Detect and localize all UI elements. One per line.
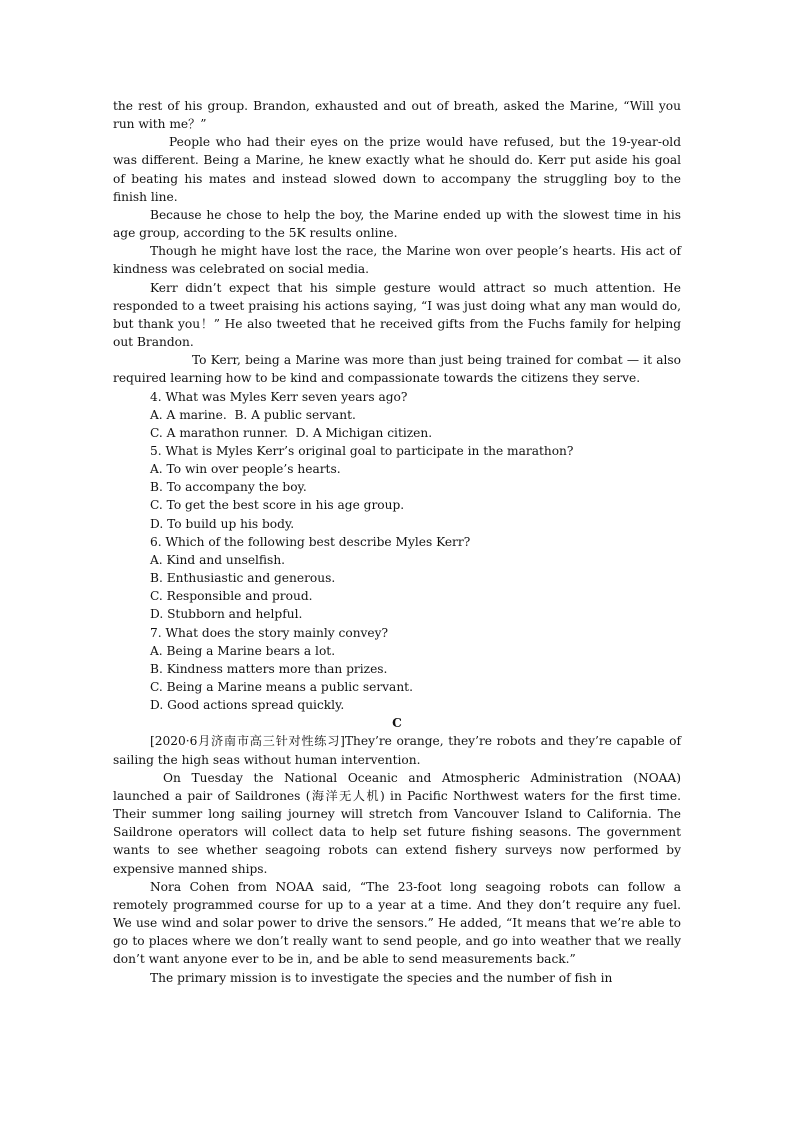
option-line: B. To accompany the boy.: [150, 480, 307, 495]
section-c-intro: [113, 732, 681, 768]
question-stem: 6. Which of the following best describe Myles Kerr?: [150, 534, 471, 549]
option-line: A. To win over people’s hearts.: [150, 462, 341, 477]
option-line: A. Kind and unselfish.: [150, 552, 286, 567]
question-stem: 7. What does the story mainly convey?: [150, 625, 389, 640]
option-line: A. A marine. B. A public servant.: [150, 407, 356, 422]
option-line: B. Enthusiastic and generous.: [150, 571, 336, 586]
paragraph-1: the rest of his group. Brandon, exhausted and out of breath, asked the Marine, “Will you run with me？”: [113, 99, 681, 132]
option-line: C. A marathon runner. D. A Michigan citizen.: [150, 425, 433, 440]
question-5: [113, 442, 681, 533]
section-c-paragraph-3: The primary mission is to investigate the species and the number of fish in: [150, 970, 613, 985]
intro-text: They’re orange, they’re robots and they’re capable of sailing the high seas without human intervention.: [113, 734, 681, 767]
option-line: C. Responsible and proud.: [150, 589, 313, 604]
option-line: C. To get the best score in his age group.: [150, 498, 405, 513]
question-4: [113, 388, 681, 442]
option-line: C. Being a Marine means a public servant.: [150, 680, 413, 694]
paragraph-3: Because he chose to help the boy, the Marine ended up with the slowest time in his age group, according to the 5K results online.: [113, 207, 681, 241]
section-c-paragraph-1: On Tuesday the National Oceanic and Atmospheric Administration (NOAA) launched a pair of Saildrones (海洋无人机) in Pacific Northwest waters for the first time. Their summer long sailing journey will stretch from Vancouver Island to California. The Saildrone operators will collect data to help set future fishing seasons. The government wants to see whether seagoing robots can extend fishery surveys now performed by expensive manned ships.: [113, 770, 681, 876]
question-stem: 4. What was Myles Kerr seven years ago?: [150, 389, 408, 404]
question-stem: 5. What is Myles Kerr’s original goal to participate in the marathon?: [150, 443, 574, 458]
option-line: B. Kindness matters more than prizes.: [150, 661, 388, 676]
paragraph-5: Kerr didn’t expect that his simple gesture would attract so much attention. He responded to a tweet praising his actions saying, “I was just doing what any man would do, but thank you！” He also tweeted that he received gifts from the Fuchs family for helping out Brandon.: [113, 280, 681, 350]
section-c-paragraph-2: Nora Cohen from NOAA said, “The 23-foot long seagoing robots can follow a remotely programmed course for up to a year at a time. And they don’t require any fuel. We use wind and solar power to drive the sensors.” He added, “It means that we’re able to go to places where we don’t really want to send people, and go into weather that we really don’t want anyone ever to be in, and be able to send measurements back.”: [113, 879, 681, 967]
section-heading: C: [392, 716, 402, 731]
source-tag: [2020·6月济南市高三针对性练习]: [150, 734, 345, 749]
question-7: [113, 624, 681, 715]
question-6: [113, 533, 681, 624]
paragraph-6: To Kerr, being a Marine was more than just being trained for combat — it also required learning how to be kind and compassionate towards the citizens they serve.: [113, 353, 681, 386]
paragraph-4: Though he might have lost the race, the Marine won over people’s hearts. His act of kindness was celebrated on social media.: [113, 244, 681, 277]
option-line: D. Stubborn and helpful.: [150, 607, 303, 622]
option-line: D. To build up his body.: [150, 516, 295, 531]
option-line: D. Good actions spread quickly.: [150, 698, 345, 713]
option-line: A. Being a Marine bears a lot.: [150, 643, 336, 658]
document-page: [113, 97, 681, 987]
paragraph-2: People who had their eyes on the prize would have refused, but the 19-year-old was different. Being a Marine, he knew exactly what he should do. Kerr put aside his goal of beating his mates and instead slowed down to accompany the struggling boy to the finish line.: [113, 135, 681, 204]
